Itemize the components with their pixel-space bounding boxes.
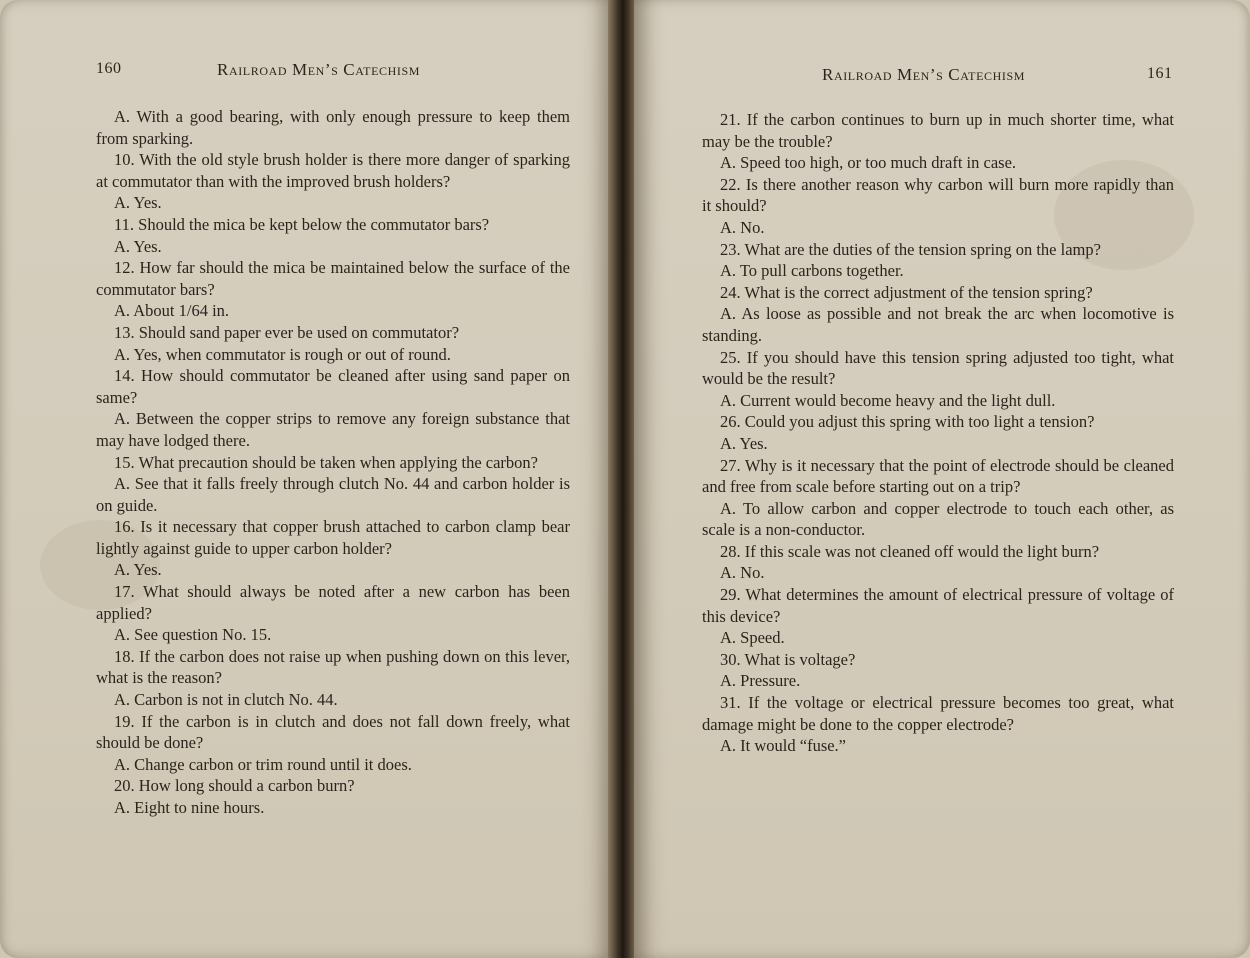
answer-paragraph: A. Change carbon or trim round until it does. xyxy=(114,754,412,774)
question-paragraph: 26. Could you adjust this spring with too light a tension? xyxy=(720,412,1095,432)
question-paragraph: 22. Is there another reason why carbon will burn more rapidly than it should? xyxy=(702,174,1174,216)
question-paragraph: 18. If the carbon does not raise up when pushing down on this lever, what is the reason? xyxy=(96,646,570,688)
question-paragraph: 10. With the old style brush holder is there more danger of sparking at commutator than with the improved brush holders? xyxy=(96,150,570,191)
answer-paragraph: A. Speed. xyxy=(720,628,785,648)
answer-paragraph: A. It would “fuse.” xyxy=(720,736,847,756)
answer-paragraph: A. To allow carbon and copper electrode to touch each other, as scale is a non-conductor. xyxy=(702,498,1174,540)
question-paragraph: 31. If the voltage or electrical pressure becomes too great, what damage might be done to the copper electrode? xyxy=(702,693,1174,734)
question-paragraph: 13. Should sand paper ever be used on commutator? xyxy=(114,322,460,342)
answer-paragraph: A. Pressure. xyxy=(720,671,801,691)
answer-paragraph: A. With a good bearing, with only enough pressure to keep them from sparking. xyxy=(96,107,570,148)
question-paragraph: 30. What is voltage? xyxy=(720,649,856,669)
answer-paragraph: A. Current would become heavy and the light dull. xyxy=(720,390,1056,410)
answer-paragraph: A. Yes. xyxy=(114,236,162,256)
answer-paragraph: A. See that it falls freely through clutch No. 44 and carbon holder is on guide. xyxy=(96,474,570,515)
question-paragraph: 25. If you should have this tension spring adjusted too tight, what would be the result? xyxy=(702,347,1174,389)
answer-paragraph: A. No. xyxy=(720,563,765,583)
answer-paragraph: A. Yes, when commutator is rough or out of round. xyxy=(114,344,451,364)
answer-paragraph: A. As loose as possible and not break the arc when locomotive is standing. xyxy=(702,304,1174,345)
left-page-body xyxy=(96,106,570,819)
right-page-body xyxy=(702,109,1174,757)
answer-paragraph: A. No. xyxy=(720,217,765,237)
answer-paragraph: A. Speed too high, or too much draft in case. xyxy=(720,153,1017,173)
left-page-number: 160 xyxy=(96,60,122,77)
right-running-head: Railroad Men’s Catechism xyxy=(822,65,1026,84)
answer-paragraph: A. Eight to nine hours. xyxy=(114,798,265,817)
question-paragraph: 17. What should always be noted after a new carbon has been applied? xyxy=(96,582,570,623)
question-paragraph: 15. What precaution should be taken when applying the carbon? xyxy=(114,452,538,472)
question-paragraph: 27. Why is it necessary that the point of electrode should be cleaned and free from scale before starting out on a trip? xyxy=(702,455,1174,497)
question-paragraph: 24. What is the correct adjustment of the tension spring? xyxy=(720,282,1093,302)
question-paragraph: 14. How should commutator be cleaned after using sand paper on same? xyxy=(96,366,570,407)
answer-paragraph: A. Yes. xyxy=(114,560,162,580)
left-page xyxy=(0,0,612,958)
answer-paragraph: A. Between the copper strips to remove any foreign substance that may have lodged there. xyxy=(96,409,570,450)
right-page xyxy=(634,0,1250,958)
question-paragraph: 21. If the carbon continues to burn up in much shorter time, what may be the trouble? xyxy=(702,110,1174,151)
answer-paragraph: A. See question No. 15. xyxy=(114,625,272,645)
question-paragraph: 19. If the carbon is in clutch and does not fall down freely, what should be done? xyxy=(96,711,570,753)
question-paragraph: 28. If this scale was not cleaned off would the light burn? xyxy=(720,541,1100,561)
answer-paragraph: A. About 1/64 in. xyxy=(114,301,230,321)
left-running-head: Railroad Men’s Catechism xyxy=(217,60,421,79)
question-paragraph: 12. How far should the mica be maintained below the surface of the commutator bars? xyxy=(96,258,570,299)
answer-paragraph: A. To pull carbons together. xyxy=(720,261,904,281)
answer-paragraph: A. Yes. xyxy=(720,433,768,453)
answer-paragraph: A. Yes. xyxy=(114,193,162,213)
question-paragraph: 11. Should the mica be kept below the commutator bars? xyxy=(114,214,490,234)
question-paragraph: 16. Is it necessary that copper brush attached to carbon clamp bear lightly against guide to upper carbon holder? xyxy=(96,517,570,558)
question-paragraph: 23. What are the duties of the tension spring on the lamp? xyxy=(720,239,1101,259)
question-paragraph: 29. What determines the amount of electrical pressure of voltage of this device? xyxy=(702,585,1174,626)
question-paragraph: 20. How long should a carbon burn? xyxy=(114,776,355,796)
right-page-number: 161 xyxy=(1147,65,1173,82)
answer-paragraph: A. Carbon is not in clutch No. 44. xyxy=(114,690,338,710)
